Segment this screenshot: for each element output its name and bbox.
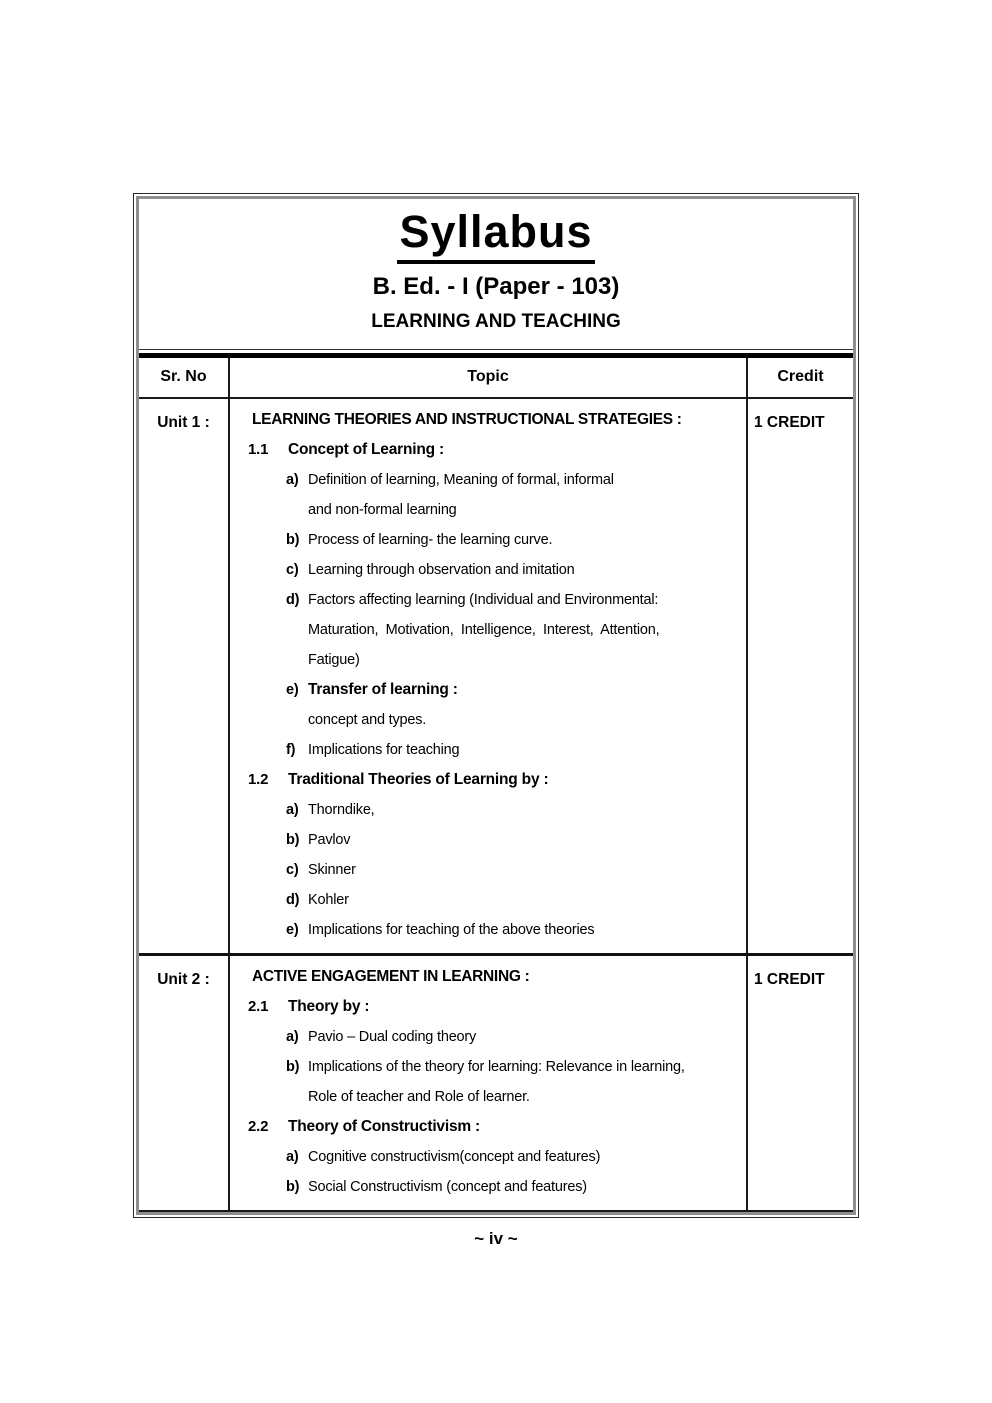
item-letter: c) (286, 862, 299, 878)
section-title: Concept of Learning : (288, 441, 444, 458)
title-row (139, 207, 853, 264)
item-letter: e) (286, 682, 299, 698)
unit-heading: LEARNING THEORIES AND INSTRUCTIONAL STRATEGIES : (252, 411, 682, 428)
page-frame-inner (136, 196, 856, 1215)
page-footer (133, 1229, 859, 1249)
section-heading (230, 992, 742, 1022)
syllabus-item (230, 735, 742, 765)
page-number: ~ iv ~ (474, 1229, 518, 1248)
section-number: 2.1 (248, 998, 269, 1015)
syllabus-item (230, 525, 742, 555)
column-header-topic: Topic (229, 355, 747, 398)
syllabus-item (230, 585, 742, 615)
unit-topic-cell (229, 398, 747, 955)
unit-credit-cell: 1 CREDIT (747, 955, 853, 1212)
unit-topic-cell (229, 955, 747, 1212)
course-name: LEARNING AND TEACHING (371, 310, 621, 332)
syllabus-item (230, 1172, 742, 1202)
item-text: Process of learning- the learning curve. (308, 532, 553, 548)
section-title: Traditional Theories of Learning by : (288, 771, 549, 788)
item-text: Skinner (308, 862, 356, 878)
section-heading (230, 1112, 742, 1142)
syllabus-item (230, 1022, 742, 1052)
item-letter: a) (286, 472, 299, 488)
unit-row (139, 398, 853, 955)
item-letter: a) (286, 1029, 299, 1045)
item-text: Pavio – Dual coding theory (308, 1029, 477, 1045)
column-header-credit: Credit (747, 355, 853, 398)
syllabus-item (230, 555, 742, 585)
syllabus-table (139, 353, 853, 1213)
section-heading (230, 765, 742, 795)
item-text: Implications for teaching (308, 742, 460, 758)
column-header-sr-no: Sr. No (139, 355, 229, 398)
table-header-row (139, 355, 853, 398)
syllabus-item-continuation: Maturation, Motivation, Intelligence, Interest, Attention, (308, 622, 660, 638)
syllabus-item (230, 795, 742, 825)
item-text: Cognitive constructivism(concept and features) (308, 1149, 601, 1165)
section-heading (230, 435, 742, 465)
item-text: Learning through observation and imitation (308, 562, 575, 578)
syllabus-item (230, 825, 742, 855)
item-letter: d) (286, 592, 300, 608)
section-number: 1.1 (248, 441, 269, 458)
document-header (139, 199, 853, 350)
unit-number-cell: Unit 1 : (139, 398, 229, 955)
item-text: Implications for teaching of the above theories (308, 922, 595, 938)
page-title: Syllabus (397, 207, 594, 264)
item-letter: f) (286, 742, 296, 758)
page-frame (133, 193, 859, 1218)
syllabus-item-continuation: Role of teacher and Role of learner. (308, 1089, 530, 1105)
section-number: 2.2 (248, 1118, 269, 1135)
item-letter: c) (286, 562, 299, 578)
item-letter: d) (286, 892, 300, 908)
unit-heading: ACTIVE ENGAGEMENT IN LEARNING : (252, 968, 530, 985)
item-text: Thorndike, (308, 802, 375, 818)
item-text: Kohler (308, 892, 349, 908)
syllabus-item-continuation: concept and types. (308, 712, 427, 728)
item-letter: e) (286, 922, 299, 938)
item-text: Definition of learning, Meaning of formal, informal (308, 472, 614, 488)
section-number: 1.2 (248, 771, 269, 788)
syllabus-item (230, 855, 742, 885)
item-letter: a) (286, 1149, 299, 1165)
syllabus-item (230, 465, 742, 495)
syllabus-item (230, 1142, 742, 1172)
item-text: Implications of the theory for learning: Relevance in learning, (308, 1059, 685, 1075)
item-text: Transfer of learning : (308, 681, 458, 698)
document-page (133, 193, 859, 1249)
item-text: Factors affecting learning (Individual and Environmental: (308, 592, 659, 608)
syllabus-item (230, 915, 742, 945)
section-title: Theory by : (288, 998, 370, 1015)
syllabus-item (230, 675, 742, 705)
paper-subtitle: B. Ed. - I (Paper - 103) (372, 272, 620, 300)
item-text: Pavlov (308, 832, 351, 848)
item-letter: b) (286, 532, 300, 548)
item-letter: b) (286, 832, 300, 848)
section-title: Theory of Constructivism : (288, 1118, 481, 1135)
syllabus-item-continuation: Fatigue) (308, 652, 360, 668)
item-text: Social Constructivism (concept and features) (308, 1179, 587, 1195)
item-letter: b) (286, 1059, 300, 1075)
syllabus-item (230, 1052, 742, 1082)
item-letter: b) (286, 1179, 300, 1195)
unit-number-cell: Unit 2 : (139, 955, 229, 1212)
syllabus-item-continuation: and non-formal learning (308, 502, 457, 518)
item-letter: a) (286, 802, 299, 818)
unit-credit-cell: 1 CREDIT (747, 398, 853, 955)
syllabus-item (230, 885, 742, 915)
unit-row (139, 955, 853, 1212)
